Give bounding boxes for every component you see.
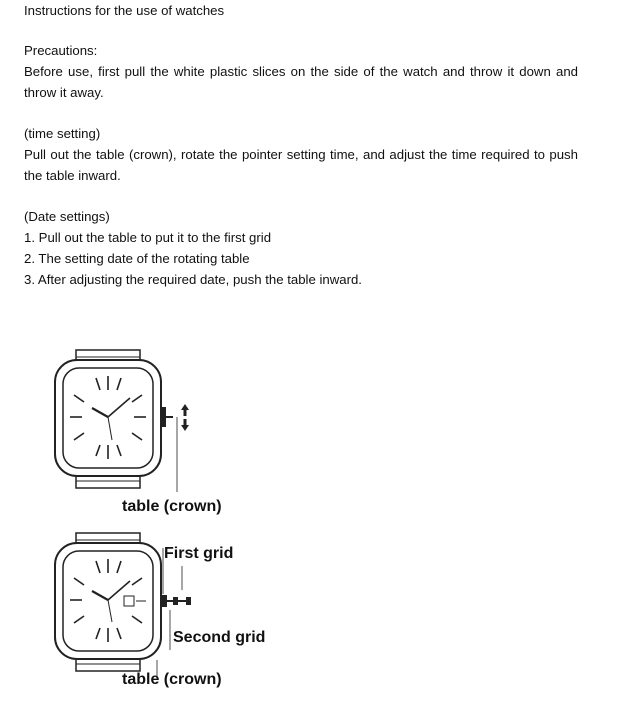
- watch-1-drawing: [55, 350, 189, 492]
- date-setting-heading: (Date settings): [24, 209, 110, 224]
- precautions-heading: Precautions:: [24, 43, 98, 58]
- crown-label-2: table (crown): [122, 671, 222, 688]
- crown-label-1: table (crown): [122, 498, 222, 515]
- first-grid-label: First grid: [164, 545, 234, 562]
- date-step-3: 3. After adjusting the required date, push the table inward.: [24, 272, 362, 287]
- precautions-text: Before use, first pull the white plastic slices on the side of the watch and throw it down and throw it away.: [24, 64, 578, 100]
- document-title: Instructions for the use of watches: [24, 3, 225, 18]
- second-grid-label: Second grid: [173, 629, 266, 646]
- time-setting-text: Pull out the table (crown), rotate the pointer setting time, and adjust the time required to push the table inward.: [24, 147, 578, 183]
- date-step-1: 1. Pull out the table to put it to the first grid: [24, 230, 272, 245]
- time-setting-heading: (time setting): [24, 126, 101, 141]
- date-step-2: 2. The setting date of the rotating table: [24, 251, 250, 266]
